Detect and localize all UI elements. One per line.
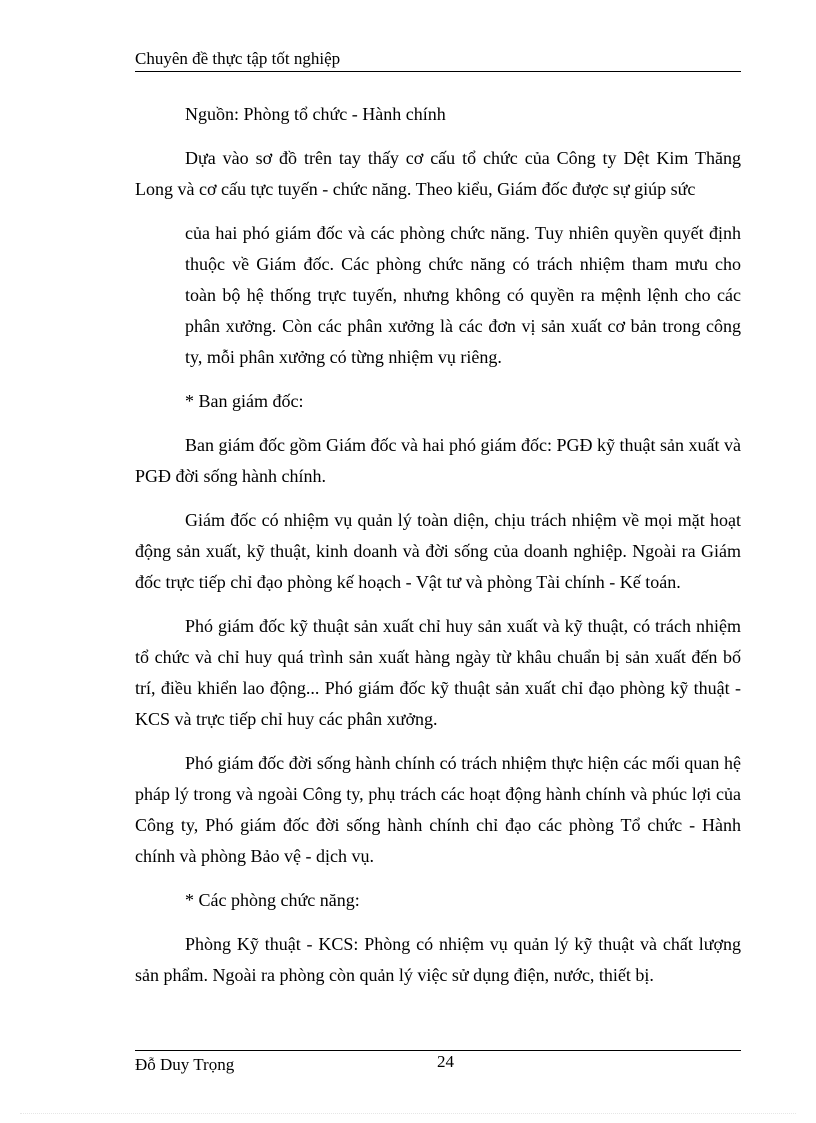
source-note: Nguồn: Phòng tổ chức - Hành chính <box>185 104 446 124</box>
document-body <box>135 99 741 991</box>
paragraph: Giám đốc có nhiệm vụ quản lý toàn diện, chịu trách nhiệm về mọi mặt hoạt động sản xuất, kỹ thuật, kinh doanh và đời sống của doanh nghiệp. Ngoài ra Giám đốc trực tiếp chỉ đạo phòng kế hoạch - Vật tư và phòng Tài chính - Kế toán. <box>135 510 741 592</box>
page-header-title: Chuyên đề thực tập tốt nghiệp <box>135 49 741 72</box>
section-heading: * Các phòng chức năng: <box>185 890 360 910</box>
paragraph: Phó giám đốc đời sống hành chính có trách nhiệm thực hiện các mối quan hệ pháp lý trong và ngoài Công ty, phụ trách các hoạt động hành chính và phúc lợi của Công ty, Phó giám đốc đời sống hành chính chỉ đạo các phòng Tổ chức - Hành chính và phòng Bảo vệ - dịch vụ. <box>135 753 741 866</box>
page-bottom-edge <box>20 1113 796 1114</box>
footer-divider <box>135 1050 741 1051</box>
paragraph: của hai phó giám đốc và các phòng chức năng. Tuy nhiên quyền quyết định thuộc về Giám đốc. Các phòng chức năng có trách nhiệm tham mưu cho toàn bộ hệ thống trực tuyến, nhưng không có quyền ra mệnh lệnh cho các phân xưởng. Còn các phân xưởng là các đơn vị sản xuất cơ bản trong công ty, mỗi phân xưởng có từng nhiệm vụ riêng. <box>185 223 741 367</box>
paragraph: Dựa vào sơ đồ trên tay thấy cơ cấu tổ chức của Công ty Dệt Kim Thăng Long và cơ cấu tực tuyến - chức năng. Theo kiểu, Giám đốc được sự giúp sức <box>135 148 741 199</box>
section-heading: * Ban giám đốc: <box>185 391 304 411</box>
paragraph: Ban giám đốc gồm Giám đốc và hai phó giám đốc: PGĐ kỹ thuật sản xuất và PGĐ đời sống hành chính. <box>135 435 741 486</box>
paragraph: Phó giám đốc kỹ thuật sản xuất chỉ huy sản xuất và kỹ thuật, có trách nhiệm tổ chức và chỉ huy quá trình sản xuất hàng ngày từ khâu chuẩn bị sản xuất đến bố trí, điều khiển lao động... Phó giám đốc kỹ thuật sản xuất chỉ đạo phòng kỹ thuật - KCS và trực tiếp chỉ huy các phân xưởng. <box>135 616 741 729</box>
page-number: 24 <box>437 1052 454 1071</box>
paragraph: Phòng Kỹ thuật - KCS: Phòng có nhiệm vụ quản lý kỹ thuật và chất lượng sản phẩm. Ngoài ra phòng còn quản lý việc sử dụng điện, nước, thiết bị. <box>135 934 741 985</box>
footer-author: Đỗ Duy Trọng <box>135 1055 235 1074</box>
